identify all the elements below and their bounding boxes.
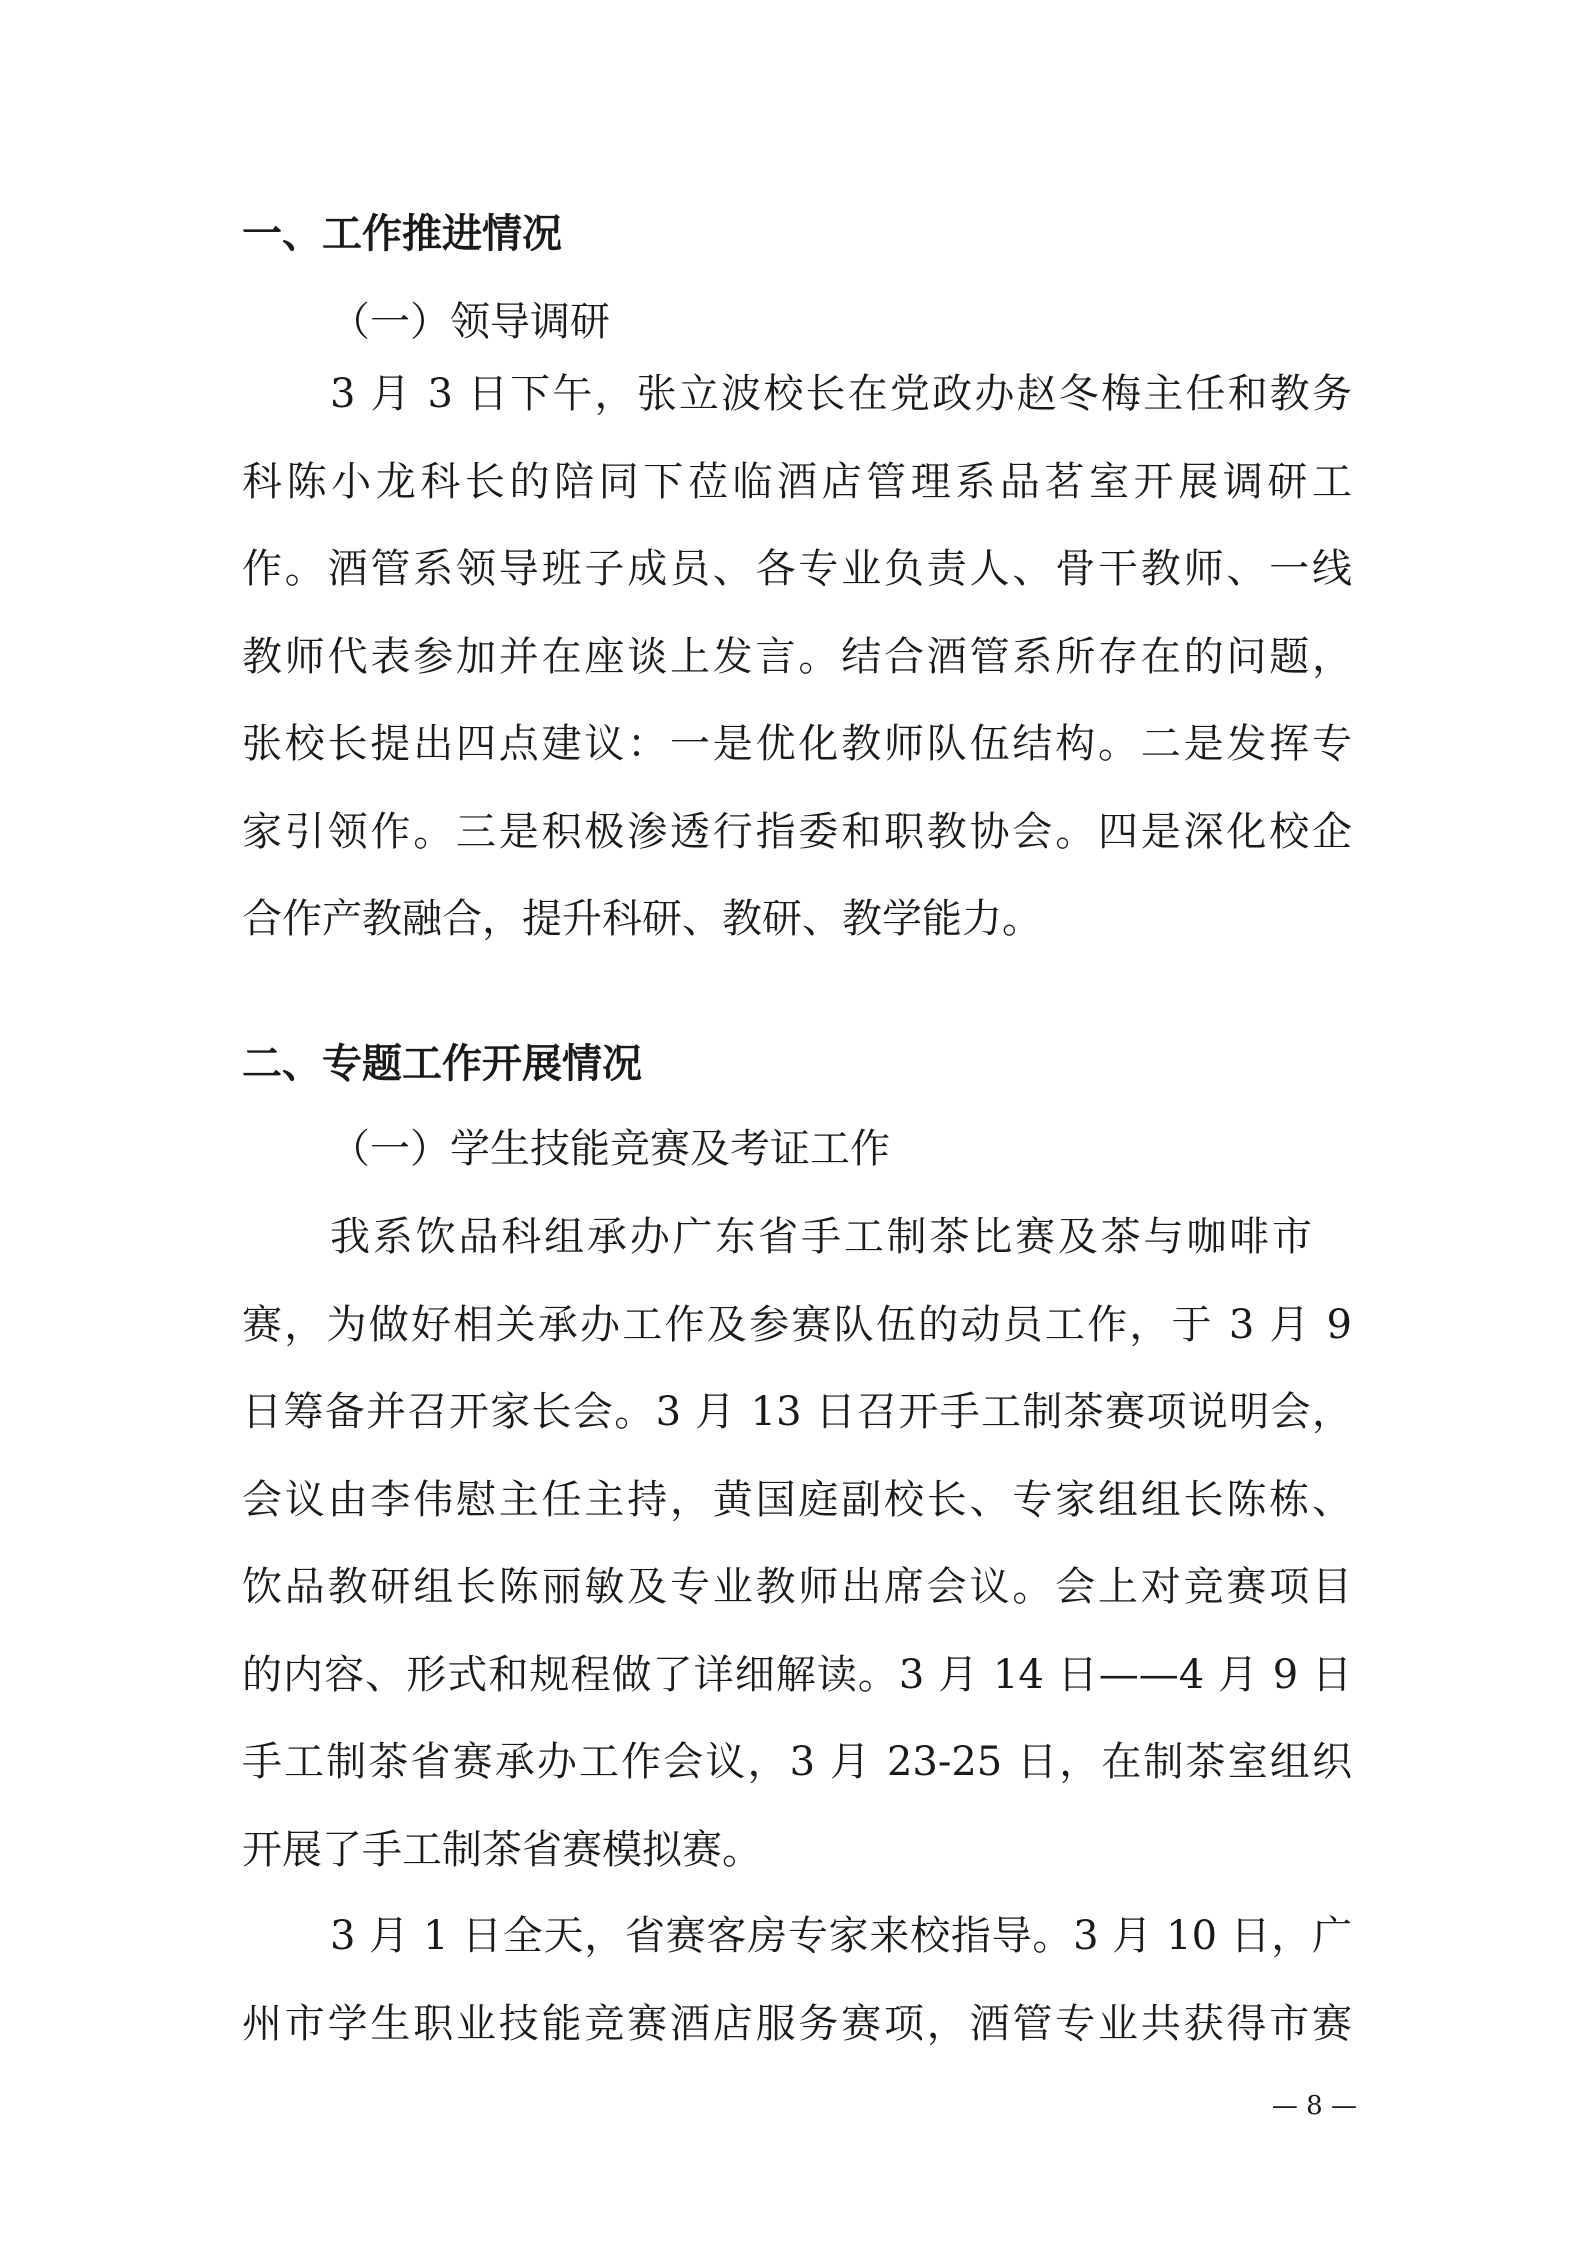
paragraph-line: 赛，为做好相关承办工作及参赛队伍的动员工作，于 3 月 9 (242, 1301, 1352, 1348)
paragraph-line: 作。酒管系领导班子成员、各专业负责人、骨干教师、一线 (242, 546, 1352, 592)
paragraph-line: 家引领作。三是积极渗透行指委和职教协会。四是深化校企 (242, 808, 1352, 855)
section-2-paragraph-2 (242, 1893, 1352, 2068)
paragraph-line: 张校长提出四点建议：一是优化教师队伍结构。二是发挥专 (242, 721, 1352, 767)
section-1-subheading: （一）领导调研 (330, 299, 610, 345)
paragraph-line: 3 月 3 日下午，张立波校长在党政办赵冬梅主任和教务 (330, 371, 1352, 417)
paragraph-line: 饮品教研组长陈丽敏及专业教师出席会议。会上对竞赛项目 (242, 1564, 1352, 1610)
paragraph-line: 的内容、形式和规程做了详细解读。3 月 14 日——4 月 9 日 (242, 1651, 1352, 1698)
paragraph-line: 日筹备并召开家长会。3 月 13 日召开手工制茶赛项说明会， (242, 1389, 1352, 1435)
section-2-heading: 二、专题工作开展情况 (242, 1041, 642, 1087)
paragraph-line: 科陈小龙科长的陪同下莅临酒店管理系品茗室开展调研工 (242, 458, 1352, 505)
paragraph-line: 教师代表参加并在座谈上发言。结合酒管系所存在的问题， (242, 633, 1352, 680)
paragraph-line: 我系饮品科组承办广东省手工制茶比赛及茶与咖啡市 (330, 1214, 1312, 1260)
page-number: — 8 — (1271, 2091, 1357, 2121)
section-2-subheading: （一）学生技能竞赛及考证工作 (330, 1126, 890, 1172)
paragraph-line: 会议由李伟慰主任主持，黄国庭副校长、专家组组长陈栋、 (242, 1476, 1352, 1523)
paragraph-line: 州市学生职业技能竞赛酒店服务赛项，酒管专业共获得市赛 (242, 2000, 1352, 2047)
section-1-heading: 一、工作推进情况 (242, 211, 562, 257)
paragraph-line: 合作产教融合，提升科研、教研、教学能力。 (242, 896, 1042, 942)
section-2-paragraph-1 (242, 1194, 1352, 1894)
paragraph-line: 开展了手工制茶省赛模拟赛。 (242, 1826, 762, 1873)
section-1-paragraph (242, 351, 1352, 964)
paragraph-line: 3 月 1 日全天，省赛客房专家来校指导。3 月 10 日，广 (330, 1913, 1352, 1959)
paragraph-line: 手工制茶省赛承办工作会议，3 月 23-25 日，在制茶室组织 (242, 1739, 1352, 1785)
